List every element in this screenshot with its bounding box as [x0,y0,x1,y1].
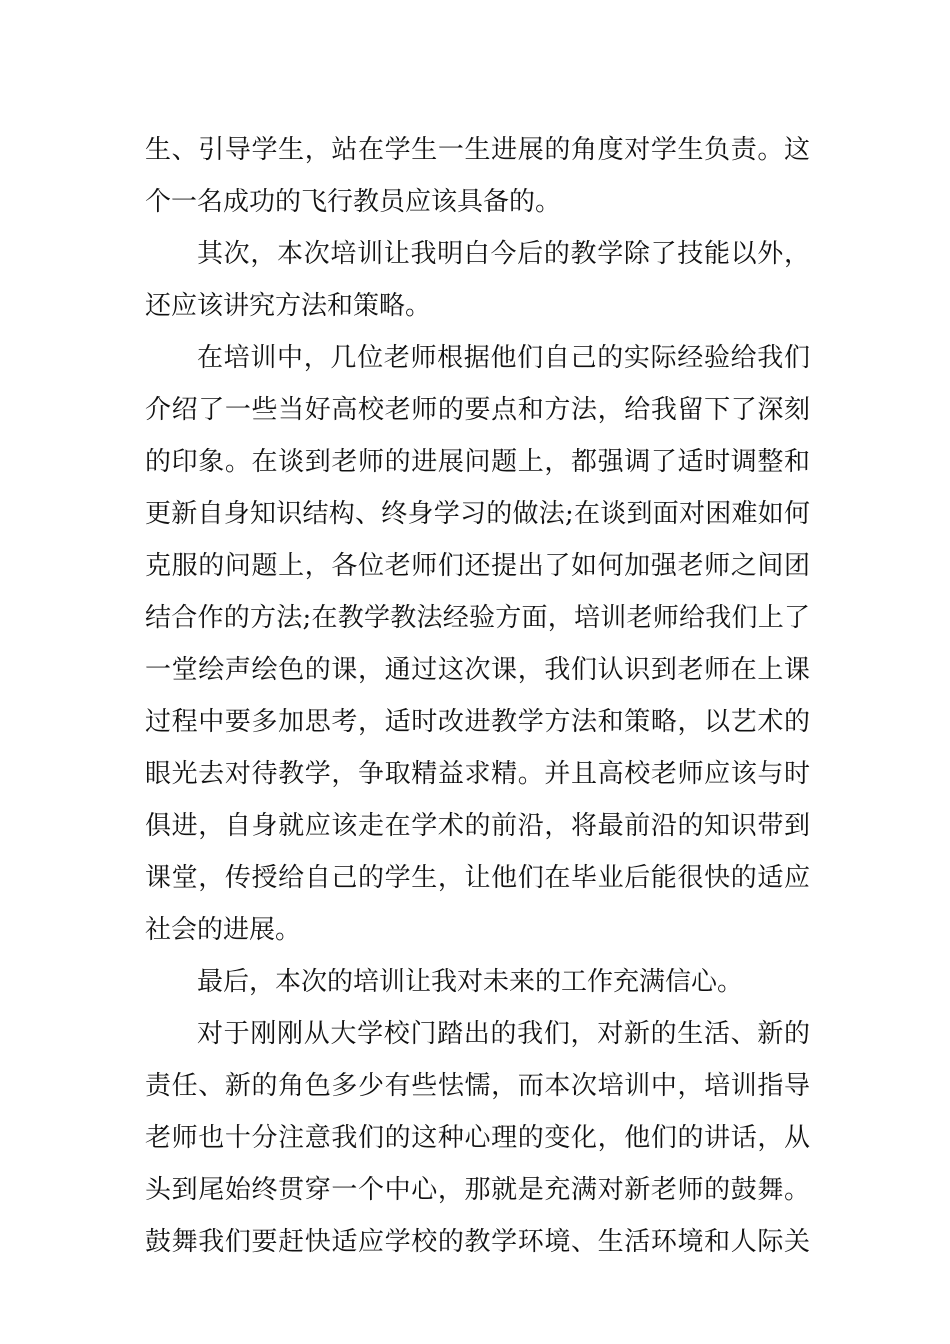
text-line: 一堂绘声绘色的课，通过这次课，我们认识到老师在上课 [145,655,810,685]
text-line: 还应该讲究方法和策略。 [145,291,432,321]
text-line: 对于刚刚从大学校门踏出的我们，对新的生活、新的 [197,1019,810,1049]
text-line: 头到尾始终贯穿一个中心，那就是充满对新老师的鼓舞。 [145,1175,810,1205]
text-line: 个一名成功的飞行教员应该具备的。 [145,187,562,217]
text-line: 老师也十分注意我们的这种心理的变化，他们的讲话，从 [145,1123,810,1153]
text-line: 过程中要多加思考，适时改进教学方法和策略，以艺术的 [145,707,810,737]
text-line: 在培训中，几位老师根据他们自己的实际经验给我们 [197,343,810,373]
text-line: 其次，本次培训让我明白今后的教学除了技能以外， [197,239,810,269]
text-line: 介绍了一些当好高校老师的要点和方法，给我留下了深刻 [145,395,810,425]
text-line: 责任、新的角色多少有些怯懦，而本次培训中，培训指导 [145,1071,810,1101]
text-line: 眼光去对待教学，争取精益求精。并且高校老师应该与时 [145,759,810,789]
text-line: 社会的进展。 [145,915,302,945]
text-line: 的印象。在谈到老师的进展问题上，都强调了适时调整和 [145,447,810,477]
text-line: 克服的问题上，各位老师们还提出了如何加强老师之间团 [145,551,810,581]
text-line: 课堂，传授给自己的学生，让他们在毕业后能很快的适应 [145,863,810,893]
text-line: 鼓舞我们要赶快适应学校的教学环境、生活环境和人际关 [145,1227,810,1257]
text-line: 结合作的方法;在教学教法经验方面，培训老师给我们上了 [145,603,810,633]
text-line: 更新自身知识结构、终身学习的做法;在谈到面对困难如何 [145,499,810,529]
text-line: 生、引导学生，站在学生一生进展的角度对学生负责。这 [145,135,810,165]
text-line: 俱进，自身就应该走在学术的前沿，将最前沿的知识带到 [145,811,810,841]
text-line: 最后，本次的培训让我对未来的工作充满信心。 [197,967,744,997]
